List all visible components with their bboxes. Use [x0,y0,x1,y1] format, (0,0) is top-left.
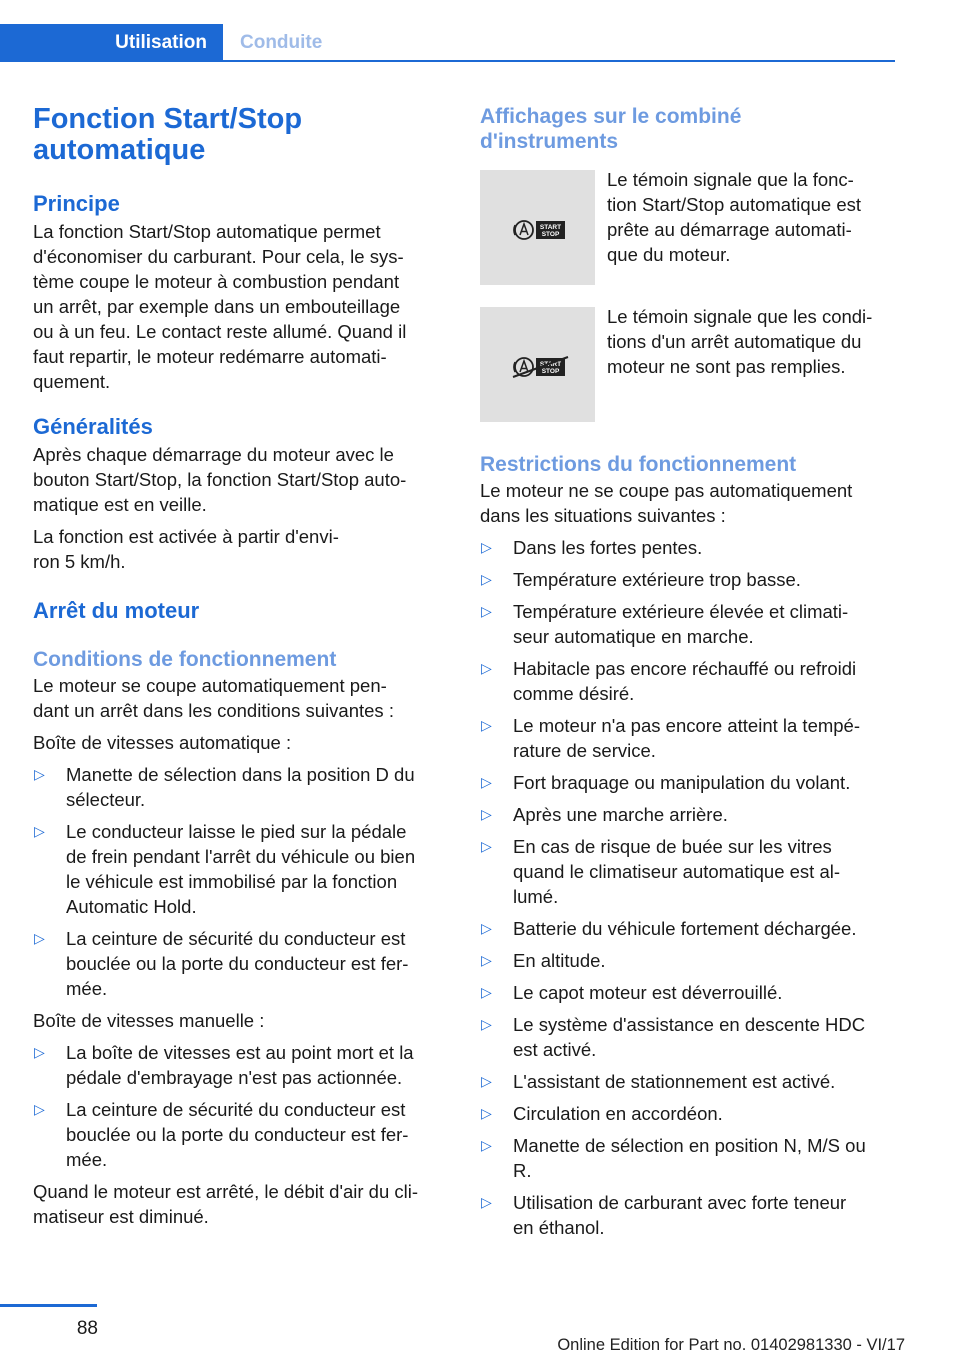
bullet-icon: ▷ [481,539,492,555]
affichages-heading: Affichages sur le combiné d'instruments [480,105,742,153]
right-column [480,104,898,1238]
conditions-intro: Le moteur se coupe automatiquement pen- dant un arrêt dans les conditions suivantes : [33,675,394,721]
bullet-icon: ▷ [481,806,492,822]
footer-rule [0,1304,97,1307]
manual-label: Boîte de vitesses manuelle : [33,1010,265,1031]
svg-text:START: START [539,224,562,231]
page-number: 88 [76,1318,98,1339]
list-item: ▷ Manette de sélection dans la position D du sélecteur. [34,764,415,810]
bullet-icon: ▷ [34,766,45,782]
list-item: ▷ L'assistant de stationnement est activé. [481,1071,836,1092]
generalites-heading: Généralités [33,414,153,439]
bullet-icon: ▷ [481,952,492,968]
left-column [33,104,445,1229]
list-item: ▷ Le système d'assistance en descente HDC est activé. [481,1014,866,1060]
list-item: ▷ Utilisation de carburant avec forte teneur en éthanol. [481,1192,847,1238]
restrictions-intro: Le moteur ne se coupe pas automatiquement dans les situations suivantes : [480,480,853,526]
svg-text:STOP: STOP [541,231,560,238]
list-item: ▷ Le moteur n'a pas encore atteint la tempé- rature de service. [481,715,861,761]
bullet-icon: ▷ [481,1137,492,1153]
list-item: ▷ Fort braquage ou manipulation du volant. [481,772,851,793]
list-item: ▷ Batterie du véhicule fortement déchargée. [481,918,857,939]
principe-text: La fonction Start/Stop automatique permet d'économiser du carburant. Pour cela, le sys- tème coupe le moteur à combustion pendant un arrêt, par exemple dans un embouteillage ou à un feu. Le contact reste allumé. Quand il faut repartir, le moteur redémarre automati- quement. [33,221,407,392]
page-title: Fonction Start/Stop automatique [33,103,303,166]
list-item: ▷ Le conducteur laisse le pied sur la pédale de frein pendant l'arrêt du véhicule ou bien le véhicule est immobilisé par la fonction Automatic Hold. [34,821,416,917]
restrictions-list [480,535,898,1240]
list-item: ▷ Température extérieure élevée et climati- seur automatique en marche. [481,601,849,647]
list-item: ▷ Après une marche arrière. [481,804,728,825]
auto-list [33,762,445,1001]
list-item: ▷ La ceinture de sécurité du conducteur est bouclée ou la porte du conducteur est fer- mée. [34,928,409,999]
list-item: ▷ Circulation en accordéon. [481,1103,723,1124]
restrictions-section [480,452,898,1240]
start-stop-off-icon [480,307,595,422]
list-item: ▷ Le capot moteur est déverrouillé. [481,982,783,1003]
indicator-2-description: Le témoin signale que les condi- tions d'un arrêt automatique du moteur ne sont pas remplies. [607,306,873,377]
bullet-icon: ▷ [481,920,492,936]
start-stop-off-indicator-image [480,307,595,422]
conditions-heading: Conditions de fonctionnement [33,648,337,671]
bullet-icon: ▷ [481,660,492,676]
generalites-text-2: La fonction est activée à partir d'envi- ron 5 km/h. [33,526,339,572]
header-bar [0,0,895,62]
list-item: ▷ La boîte de vitesses est au point mort et la pédale d'embrayage n'est pas actionnée. [34,1042,414,1088]
bullet-icon: ▷ [481,717,492,733]
list-item: ▷ Dans les fortes pentes. [481,537,703,558]
bullet-icon: ▷ [481,984,492,1000]
bullet-icon: ▷ [481,571,492,587]
bullet-icon: ▷ [34,823,45,839]
arret-heading: Arrêt du moteur [33,598,200,623]
tab-utilisation-label: Utilisation [115,32,207,53]
bullet-icon: ▷ [481,1016,492,1032]
principe-heading: Principe [33,191,120,216]
list-item: ▷ Température extérieure trop basse. [481,569,801,590]
bullet-icon: ▷ [481,774,492,790]
svg-text:START: START [539,361,562,368]
header-rule [223,60,895,62]
tab-conduite[interactable]: Conduite [240,32,323,53]
restrictions-heading: Restrictions du fonctionnement [480,453,797,476]
svg-text:STOP: STOP [541,368,560,375]
closing-text: Quand le moteur est arrêté, le débit d'air du cli- matiseur est diminué. [33,1181,419,1227]
bullet-icon: ▷ [34,930,45,946]
start-stop-icon [480,170,595,285]
bullet-icon: ▷ [481,1194,492,1210]
list-item: ▷ En cas de risque de buée sur les vitres quand le climatiseur automatique est al- lumé. [481,836,841,907]
bullet-icon: ▷ [481,838,492,854]
generalites-text-1: Après chaque démarrage du moteur avec le bouton Start/Stop, la fonction Start/Stop auto- matique est en veille. [33,444,407,515]
list-item: ▷ Manette de sélection en position N, M/S ou R. [481,1135,866,1181]
list-item: ▷ La ceinture de sécurité du conducteur est bouclée ou la porte du conducteur est fer- mée. [34,1099,409,1170]
manual-list [33,1040,445,1172]
bullet-icon: ▷ [481,603,492,619]
tab-utilisation[interactable] [0,24,223,62]
start-stop-indicator-image [480,170,595,285]
auto-label: Boîte de vitesses automatique : [33,732,292,753]
bullet-icon: ▷ [481,1105,492,1121]
bullet-icon: ▷ [481,1073,492,1089]
bullet-icon: ▷ [34,1101,45,1117]
list-item: ▷ Habitacle pas encore réchauffé ou refroidi comme désiré. [481,658,857,704]
edition-note: Online Edition for Part no. 01402981330 - VI/17 [557,1336,905,1354]
indicator-1-description: Le témoin signale que la fonc- tion Start/Stop automatique est prête au démarrage automati- que du moteur. [607,169,862,265]
list-item: ▷ En altitude. [481,950,606,971]
bullet-icon: ▷ [34,1044,45,1060]
